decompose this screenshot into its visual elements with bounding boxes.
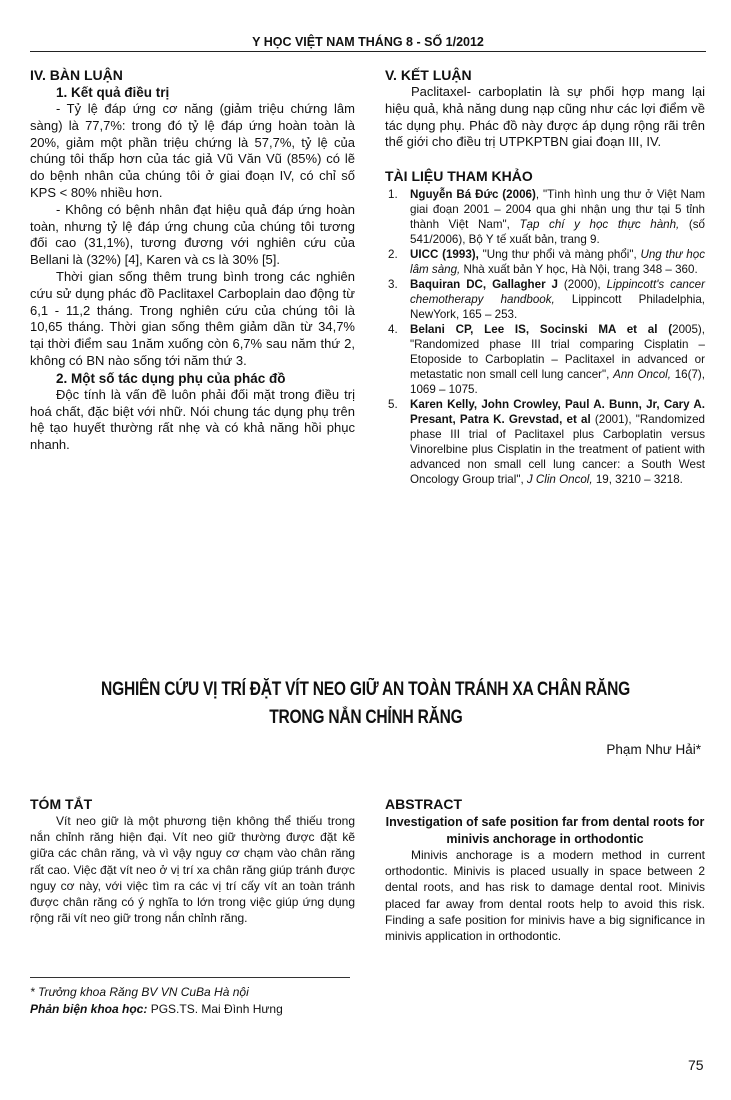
reference-list [385,187,705,487]
section-heading: ABSTRACT [385,796,462,812]
reference-source: Ann Oncol, [613,368,671,382]
author: Phạm Như Hải* [606,742,701,757]
reference-item [385,397,705,487]
paragraph: Minivis anchorage is a modern method in current orthodontic. Minivis is placed usually in space between 2 dental roots, and has risk to damage dental root. Minivis placed far away from dental roots help to avoid this risk. Finding a safe position for minivis have a big significance in minivis application in orthodontic. [385,848,705,944]
paragraph: Paclitaxel- carboplatin là sự phối hợp mang lại hiệu quả, khả năng dung nạp cũng như các lợi điểm về tác dụng phụ. Phác đồ này được áp dụng rộng rãi trên thế giới cho điều trị UTPKPTBN giai đoạn III, IV. [385,84,705,150]
section-heading: V. KẾT LUẬN [385,67,472,83]
reference-item [385,247,705,277]
reference-source: Ung thư học lâm sàng, [410,248,705,277]
summary-vi [30,795,355,926]
conclusion-column [385,66,705,487]
reference-details: Lippincott Philadelphia, NewYork, 165 – 253. [410,293,706,322]
footnote-rule [30,977,350,978]
reference-number: 2. [388,248,398,262]
abstract-en [385,795,705,944]
reference-text: 2005), "Randomized phase III trial comparing Cisplatin – Etoposide to Carboplatin – Paclitaxel in advanced or metastatic non small cell lung cancer", [410,323,705,382]
reviewer-label: Phản biện khoa học: [30,1002,148,1016]
discussion-column [30,66,355,454]
reference-authors: Baquiran DC, Gallagher J [410,278,558,292]
reference-details: 16(7), 1069 – 1075. [410,368,705,397]
reference-number: 4. [388,323,398,337]
section-heading: TÓM TẮT [30,796,93,812]
reference-details: 19, 3210 – 3218. [592,473,683,487]
reference-number: 5. [388,398,398,412]
affiliation-note: * Trưởng khoa Răng BV VN CuBa Hà nội [30,985,249,999]
reference-authors: UICC (1993), [410,248,479,262]
abstract-title: Investigation of safe position far from dental roots for minivis anchorage in orthodontic [385,815,705,846]
paragraph: - Không có bệnh nhân đạt hiệu quả đáp ứng hoàn toàn, nhưng tỷ lệ đáp ứng chung của chúng tôi tương đối cao (31,1%), tương đương với nghiên cứu của Bellani là (32%) [4], Karen và cs là 30% [5]. [30,201,355,268]
reference-source: Lippincott's cancer chemotherapy handbook, [410,278,705,307]
reference-text: (2000), [557,278,607,292]
paragraph: - Tỷ lệ đáp ứng cơ năng (giảm triệu chứng lâm sàng) là 77,7%: trong đó tỷ lệ đáp ứng hoàn toàn là 20%, giảm một phần triệu chứng là 57,7%, tỷ lệ của chúng tôi thấp hơn của tác giả Vũ Văn Vũ (85%) có lẽ do bệnh nhân của chúng tôi ở giai đoạn IV, có chỉ số KPS < 80% nhiều hơn. [30,101,355,200]
title-line: TRONG NẮN CHỈNH RĂNG [268,707,463,728]
paragraph: Độc tính là vấn đề luôn phải đối mặt trong điều trị hoá chất, đặc biệt với nhữ. Nói chung tác dụng phụ trên hệ tạo huyết thường rất nhẹ và có khả năng hồi phục nhanh. [30,386,355,453]
reference-item [385,322,705,397]
reference-source: Tạp chí y học thực hành, [519,218,680,232]
reference-source: J Clin Oncol, [526,473,593,487]
title-line: NGHIÊN CỨU VỊ TRÍ ĐẶT VÍT NEO GIỮ AN TOÀN TRÁNH XA CHÂN RĂNG [100,679,630,700]
subsection-heading: 1. Kết quả điều trị [56,85,170,100]
running-head: Y HỌC VIỆT NAM THÁNG 8 - SỐ 1/2012 [252,35,484,49]
reference-text: (2001), "Randomized phase III trial of Paclitaxel plus Carboplatin versus Vinorelbine plus Cisplatin in the treatment of patient with advanced non small cell lung cancer: a South West Oncology Group trial", [410,413,705,487]
reference-text: "Ung thư phổi và màng phổi", [478,248,641,262]
subsection-heading: 2. Một số tác dụng phụ của phác đồ [56,370,286,386]
footnotes [30,984,283,1018]
reference-authors: Karen Kelly, John Crowley, Paul A. Bunn, Jr, Cary A. Presant, Patra K. Grevstad, et al [410,398,705,427]
paragraph: Vít neo giữ là một phương tiện không thể thiếu trong nắn chỉnh răng hiện đại. Vít neo giữ thường được đặt kẽ giữa các chân răng, và vì vậy nguy cơ chạm vào chân răng rất cao. Việc đặt vít neo ở vị trí xa chân răng giúp tránh được nguy cơ này, với việc tìm ra các vị trí cấy vít an toàn tránh được chân răng có ý nghĩa to lớn trong việc giúp ứng dụng rộng rãi vít neo giữ trong nắn chỉnh răng. [30,814,355,926]
reference-details: (số 541/2006), Bộ Y tế xuất bản, trang 9. [410,218,705,247]
reviewer-name: PGS.TS. Mai Đình Hưng [147,1002,283,1016]
article-title [0,676,731,732]
page-number: 75 [688,1057,704,1073]
reference-item [385,277,705,322]
reference-item [385,187,705,247]
header-rule [30,51,706,52]
references-heading: TÀI LIỆU THAM KHẢO [385,168,533,185]
references [385,167,705,487]
paragraph: Thời gian sống thêm trung bình trong các nghiên cứu sử dụng phác đồ Paclitaxel Carboplain dao động từ 6,1 - 11,2 tháng. Trong nghiên cứu của chúng tôi là 10,65 tháng. Thời gian sống thêm giảm dần từ 34,7% tại thời điểm sau 1năm xuống còn 6,7% sau năm thứ 2, không có BN nào sống tới năm thứ 3. [30,268,355,368]
reference-details: Nhà xuất bản Y học, Hà Nội, trang 348 – 360. [460,263,698,277]
reference-authors: Nguyễn Bá Đức (2006) [410,188,536,202]
reference-number: 1. [388,188,398,202]
section-heading: IV. BÀN LUẬN [30,67,123,83]
reference-authors: Belani CP, Lee IS, Socinski MA et al ( [410,323,673,337]
reference-number: 3. [388,278,398,292]
reference-text: , "Tình hình ung thư ở Việt Nam giai đoạn 2001 – 2004 qua ghi nhận ung thư tại 5 tỉnh thành Việt Nam", [410,188,705,232]
